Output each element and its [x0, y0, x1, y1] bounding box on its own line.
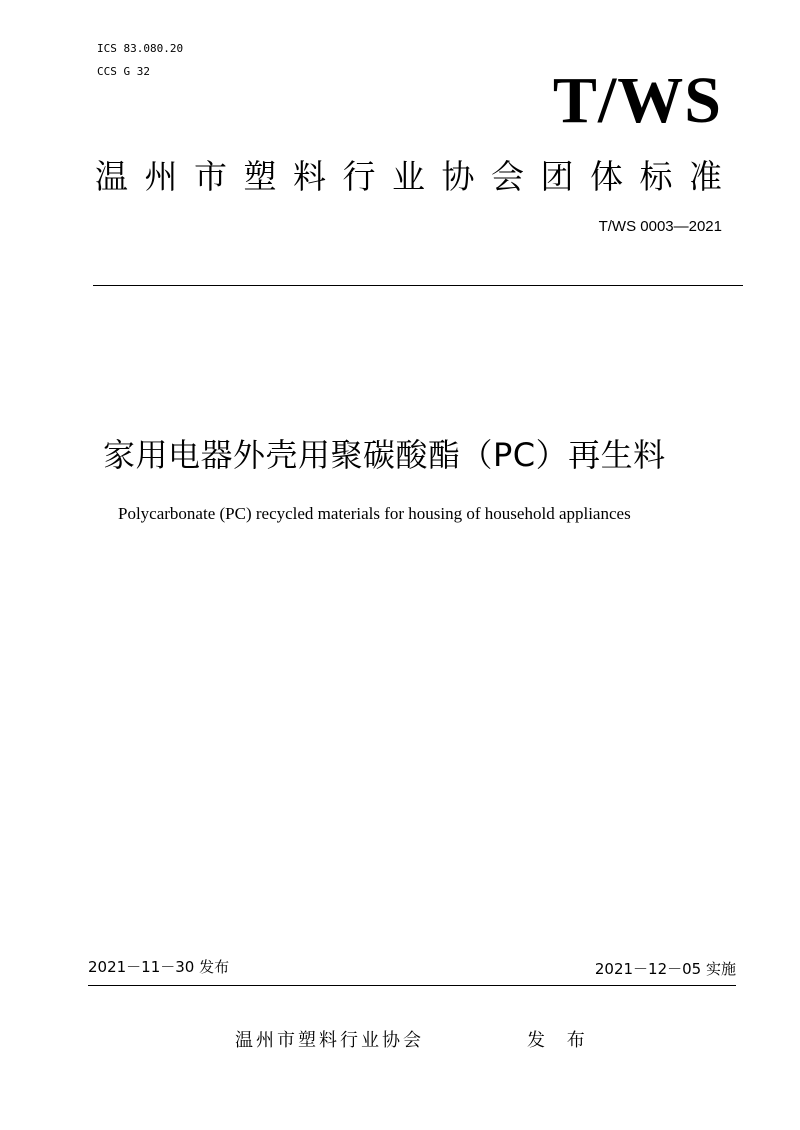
publication-date: 2021－11－30 发布 — [88, 958, 230, 976]
standard-logo: T/WS — [552, 64, 722, 137]
bottom-divider — [88, 985, 736, 986]
organization-standard-type: 温州市塑料行业协会团体标准 — [95, 157, 739, 196]
document-title-english: Polycarbonate (PC) recycled materials for housing of household appliances — [118, 504, 631, 523]
publisher-name: 温州市塑料行业协会 — [235, 1030, 424, 1051]
top-divider — [93, 285, 743, 286]
ics-code: ICS 83.080.20 — [97, 42, 184, 55]
ccs-code: CCS G 32 — [97, 65, 150, 78]
publish-label: 发 布 — [527, 1030, 593, 1051]
standard-number: T/WS 0003—2021 — [598, 218, 722, 235]
implementation-date: 2021－12－05 实施 — [594, 960, 736, 978]
document-title-chinese: 家用电器外壳用聚碳酸酯（PC）再生料 — [103, 436, 666, 474]
